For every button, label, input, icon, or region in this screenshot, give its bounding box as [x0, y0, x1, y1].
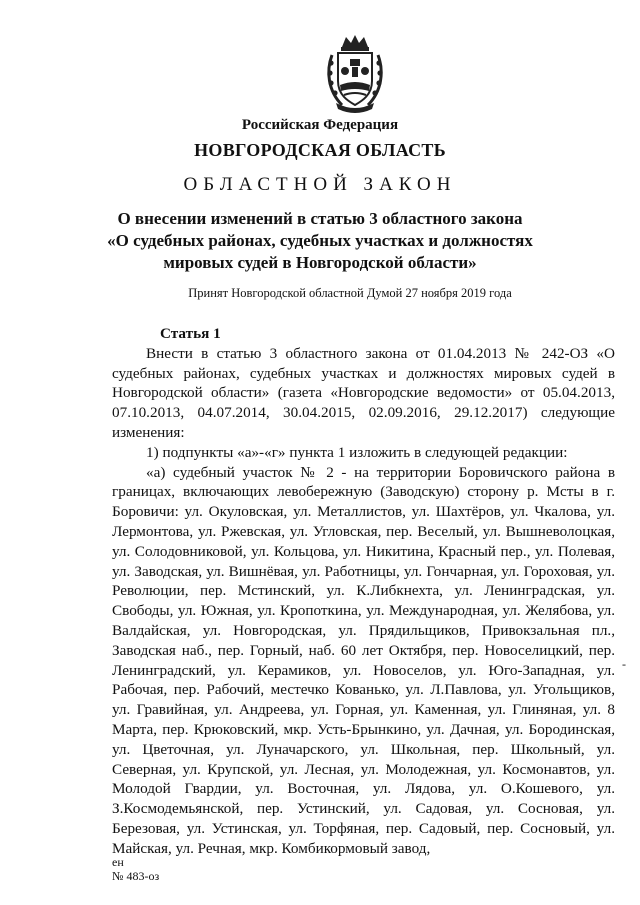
law-title	[0, 208, 640, 274]
margin-mark: -	[622, 657, 626, 671]
footer-initials: ен	[112, 855, 124, 869]
law-type: ОБЛАСТНОЙ ЗАКОН	[183, 174, 457, 195]
law-body	[112, 324, 615, 859]
adoption-note: Принят Новгородской областной Думой 27 ноября 2019 года	[188, 286, 512, 300]
body-paragraph: 1) подпункты «а»-«г» пункта 1 изложить в следующей редакции:	[146, 443, 568, 461]
law-title-line: О внесении изменений в статью 3 областного закона	[117, 209, 523, 228]
document-footer	[112, 855, 159, 883]
coat-of-arms-emblem	[322, 33, 388, 113]
law-title-line: «О судебных районах, судебных участках и должностях	[107, 231, 533, 250]
law-title-line: мировых судей в Новгородской области»	[163, 253, 477, 272]
body-paragraph: «а) судебный участок № 2 - на территории Боровичского района в границах, включающих левобережную (Заводскую) сторону р. Мсты в г. Боровичи: ул. Окуловская, ул. Металлистов, ул. Шахтёров, ул. Чкалова, ул. Лермонтова, ул. Ржевская, ул. Угловская, пер. Веселый, ул. Вышневолоцкая, ул. Солодовниковой, ул. Кольцова, ул. Никитина, Красный пер., ул. Полевая, ул. Заводская, ул. Вишнёвая, ул. Работницы, ул. Гончарная, ул. Гороховая, ул. Революции, пер. Мстинский, ул. К.Либкнехта, ул. Ленинградская, ул. Свободы, ул. Южная, ул. Кропоткина, ул. Международная, ул. Желябова, ул. Валдайская, ул. Новгородская, ул. Прядильщиков, Привокзальная пл., Заводская наб., пер. Горный, наб. 60 лет Октября, пер. Новоселицкий, пер. Ленинградский, ул. Керамиков, ул. Новоселов, ул. Юго-Западная, ул. Рабочая, пер. Рабочий, местечко Кованько, ул. Л.Павлова, ул. Угольщиков, ул. Гравийная, ул. Андреева, ул. Горная, ул. Каменная, ул. Глиняная, ул. 8 Марта, пер. Крюковский, мкр. Усть-Брынкино, ул. Дачная, ул. Бородинская, ул. Цветочная, ул. Луначарского, ул. Школьная, пер. Школьный, ул. Северная, ул. Крупской, ул. Лесная, ул. Молодежная, ул. Космонавтов, ул. Молодой Гвардии, ул. Восточная, ул. Лядова, ул. О.Кошевого, ул. З.Космодемьянской, пер. Устинский, ул. Садовая, ул. Сосновая, ул. Березовая, ул. Устинская, ул. Торфяная, пер. Садовый, пер. Сосновый, ул. Майская, ул. Речная, мкр. Комбикормовый завод,	[112, 463, 615, 857]
body-paragraph: Внести в статью 3 областного закона от 01.04.2013 № 242-ОЗ «О судебных районах, судебных участках и должностях мировых судей в Новгородской области» (газета «Новгородские ведомости» от 05.04.2013, 07.10.2013, 04.07.2014, 30.04.2015, 02.09.2016, 29.12.2017) следующие изменения:	[112, 344, 615, 441]
article-heading: Статья 1	[160, 325, 221, 342]
region-name: НОВГОРОДСКАЯ ОБЛАСТЬ	[194, 140, 446, 160]
country-name: Российская Федерация	[241, 117, 399, 133]
document-number: № 483-оз	[112, 869, 160, 883]
